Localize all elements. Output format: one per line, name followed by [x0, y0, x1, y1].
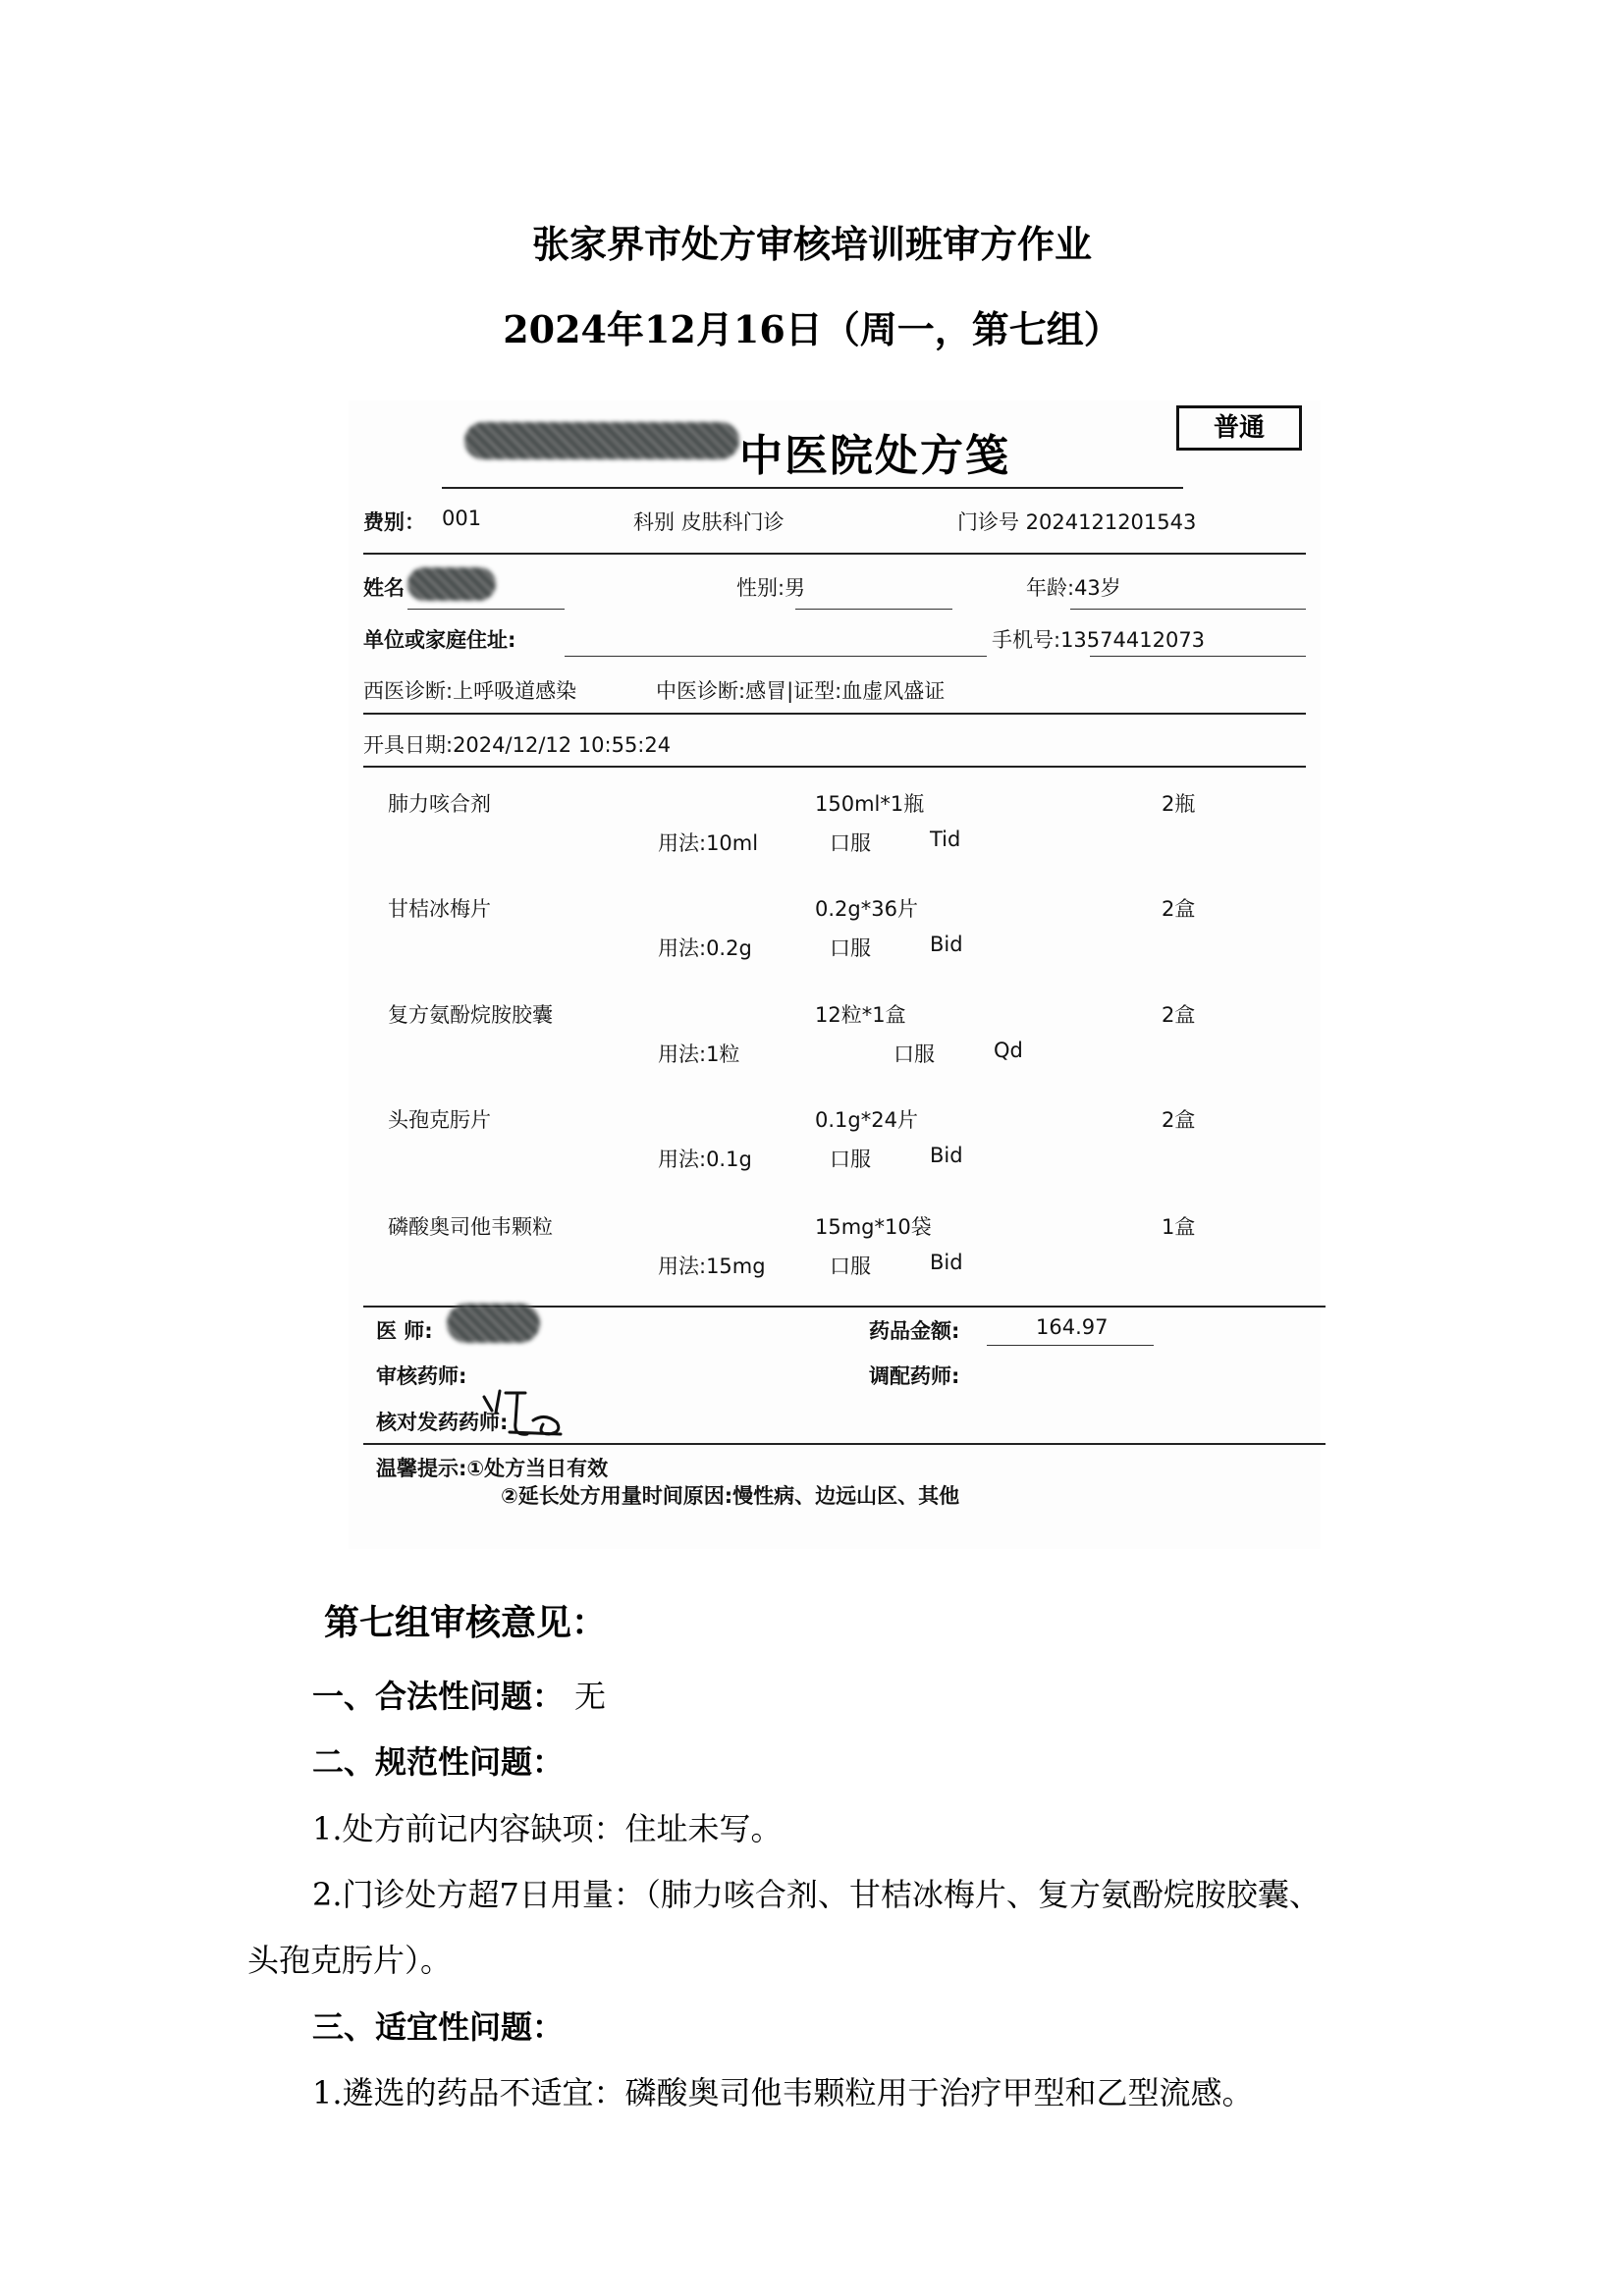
drug-usage: 用法:0.2g	[658, 936, 752, 960]
age-underline	[1070, 609, 1306, 610]
drug-usage: 用法:10ml	[658, 831, 759, 855]
document-subtitle: 2024年12月16日（周一，第七组）	[503, 307, 1121, 351]
reviewer-label: 审核药师:	[376, 1364, 467, 1388]
patient-name-label: 姓名	[363, 576, 405, 600]
divider	[442, 487, 1183, 489]
patient-phone: 手机号:13574412073	[992, 628, 1206, 652]
drug-quantity: 1盒	[1162, 1215, 1196, 1239]
section-1-body: 无	[574, 1678, 607, 1715]
prescription-type-badge: 普通	[1176, 405, 1302, 451]
divider	[363, 553, 1306, 555]
drug-route: 口服	[893, 1042, 935, 1066]
drug-quantity: 2盒	[1162, 1108, 1196, 1132]
drug-frequency: Bid	[930, 933, 963, 956]
redacted-patient-name	[407, 567, 496, 601]
drug-spec: 15mg*10袋	[815, 1215, 932, 1239]
drug-frequency: Bid	[930, 1251, 963, 1274]
section-2-heading: 二、规范性问题：	[312, 1743, 565, 1781]
section-2-item-1: 1.处方前记内容缺项：住址未写。	[312, 1810, 783, 1847]
drug-spec: 0.2g*36片	[815, 897, 918, 921]
tips-line-2: ②延长处方用量时间原因:慢性病、边远山区、其他	[501, 1484, 960, 1508]
document-title: 张家界市处方审核培训班审方作业	[531, 222, 1092, 266]
drug-name: 肺力咳合剂	[388, 792, 491, 816]
section-2-item-2-line-2: 头孢克肟片）。	[247, 1942, 453, 1979]
drug-route: 口服	[830, 1148, 871, 1171]
drug-usage: 用法:15mg	[658, 1255, 766, 1278]
divider	[363, 1443, 1326, 1445]
tips-line-1: 温馨提示:①处方当日有效	[376, 1457, 609, 1480]
drug-name: 头孢克肟片	[388, 1108, 491, 1132]
drug-spec: 0.1g*24片	[815, 1108, 918, 1132]
divider	[363, 766, 1306, 768]
address-label: 单位或家庭住址:	[363, 628, 516, 652]
checker-label: 核对发药药师:	[376, 1411, 509, 1434]
drug-usage: 用法:1粒	[658, 1042, 740, 1066]
drug-usage: 用法:0.1g	[658, 1148, 752, 1171]
drug-spec: 12粒*1盒	[815, 1003, 906, 1027]
prescription-scan	[349, 400, 1321, 1549]
section-2-item-2-line-1: 2.门诊处方超7日用量：（肺力咳合剂、甘桔冰梅片、复方氨酚烷胺胶囊、	[312, 1876, 1321, 1913]
amount-value: 164.97	[1036, 1315, 1109, 1339]
pharmacist-signature	[466, 1377, 594, 1446]
patient-age: 年龄:43岁	[1026, 576, 1121, 600]
issue-date: 开具日期:2024/12/12 10:55:24	[363, 733, 672, 757]
dispenser-label: 调配药师:	[869, 1364, 960, 1388]
doctor-label: 医 师:	[376, 1319, 433, 1343]
phone-underline	[1090, 656, 1306, 657]
address-underline	[565, 656, 987, 657]
drug-frequency: Bid	[930, 1144, 963, 1167]
patient-gender: 性别:男	[736, 576, 806, 600]
amount-underline	[987, 1345, 1154, 1346]
drug-name: 磷酸奥司他韦颗粒	[388, 1215, 553, 1239]
name-underline	[407, 609, 565, 610]
drug-name: 甘桔冰梅片	[388, 897, 491, 921]
redacted-doctor-name	[447, 1304, 540, 1343]
drug-quantity: 2瓶	[1162, 792, 1196, 816]
drug-route: 口服	[830, 1255, 871, 1278]
western-diagnosis: 西医诊断:上呼吸道感染	[363, 679, 577, 703]
drug-quantity: 2盒	[1162, 1003, 1196, 1027]
drug-route: 口服	[830, 831, 871, 855]
drug-name: 复方氨酚烷胺胶囊	[388, 1003, 553, 1027]
drug-quantity: 2盒	[1162, 897, 1196, 921]
section-3-item-1: 1.遴选的药品不适宜：磷酸奥司他韦颗粒用于治疗甲型和乙型流感。	[312, 2074, 1254, 2111]
department: 科别 皮肤科门诊	[633, 510, 785, 534]
drug-spec: 150ml*1瓶	[815, 792, 925, 816]
drug-frequency: Tid	[930, 828, 961, 851]
drug-frequency: Qd	[994, 1039, 1023, 1062]
drug-route: 口服	[830, 936, 871, 960]
redacted-hospital-name	[464, 422, 739, 459]
section-1-heading: 一、合法性问题：	[312, 1678, 565, 1715]
tcm-diagnosis: 中医诊断:感冒|证型:血虚风盛证	[656, 679, 946, 703]
review-title: 第七组审核意见：	[324, 1602, 608, 1643]
hospital-title: 中医院处方笺	[739, 431, 1010, 481]
fee-value: 001	[442, 507, 482, 530]
divider	[363, 713, 1306, 715]
fee-label: 费别：	[363, 510, 425, 534]
clinic-number: 门诊号 2024121201543	[957, 510, 1197, 534]
gender-underline	[795, 609, 952, 610]
amount-label: 药品金额:	[869, 1319, 960, 1343]
section-3-heading: 三、适宜性问题：	[312, 2008, 565, 2046]
